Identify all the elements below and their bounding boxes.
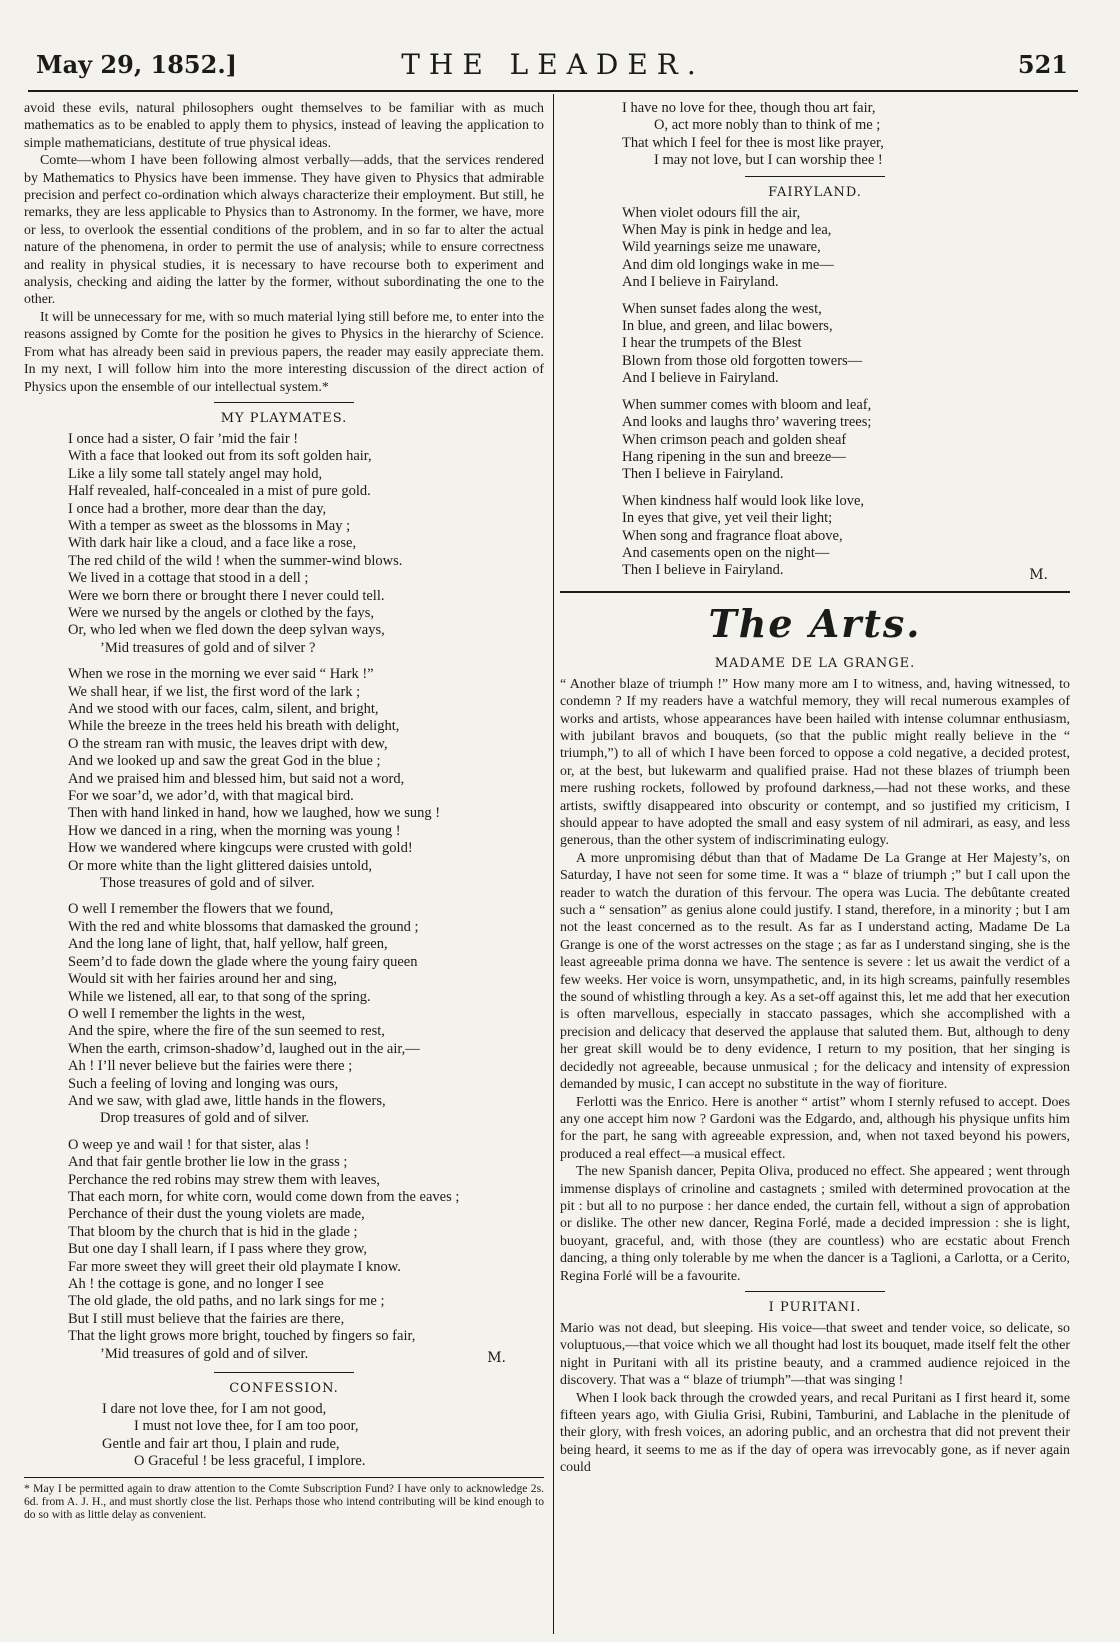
poem-line: And dim old longings wake in me— — [622, 256, 834, 273]
poem-line: We lived in a cottage that stood in a dell ; — [68, 570, 309, 587]
poem-line: And we looked up and saw the great God in the blue ; — [68, 753, 381, 770]
poem-stanza — [68, 1137, 544, 1363]
poem-line: In eyes that give, yet veil their light; — [622, 510, 833, 527]
poem-line: With the red and white blossoms that damasked the ground ; — [68, 918, 419, 935]
poem-line: That which I feel for thee is most like prayer, — [622, 134, 884, 151]
section-rule — [214, 402, 354, 403]
poem-line: When sunset fades along the west, — [622, 300, 822, 317]
paragraph: Comte—whom I have been following almost verbally—adds, that the services rendered by Mathematics to Physics have been immense. They have given to Physics that admirable precision and perfect co-ordination which always characterize their employment. But still, he remarks, they are less applicable to Physics than to Astronomy. In the former, we have, more or less, to overlook the essential conditions of the problem, and in so far to alter the actual nature of the phenomena, in order to permit the use of analysis; while to ensure correctness and reality in physical studies, it is necessary to have recourse both to experiment and analysis, checking and aiding the latter by the former, without subordinating the one to the other. — [24, 153, 544, 308]
poem-line: That each morn, for white corn, would come down from the eaves ; — [68, 1188, 460, 1205]
article-puritani — [560, 1320, 1070, 1477]
poem-line: When May is pink in hedge and lea, — [622, 222, 832, 239]
poem-stanza — [68, 666, 544, 892]
article-title-puritani: I PURITANI. — [768, 1299, 862, 1315]
poem-line: O the stream ran with music, the leaves dript with dew, — [68, 735, 388, 752]
poem-line: Were we nursed by the angels or clothed by the fays, — [68, 604, 375, 621]
poem-line: Then I believe in Fairyland. — [622, 562, 784, 579]
paragraph: It will be unnecessary for me, with so much material lying still before me, to enter into the reasons assigned by Comte for the position he gives to Physics in the hierarchy of Science. From what has already been said in previous papers, the reader may easily appreciate them. In my next, I will follow him into the more interesting discussion of the direct action of Physics upon the ensemble of our intellectual system.* — [24, 309, 544, 395]
poem-line: We shall hear, if we list, the first word of the lark ; — [68, 683, 361, 700]
poem-line: While we listened, all ear, to that song of the spring. — [68, 988, 371, 1005]
section-rule-heavy — [560, 591, 1070, 593]
poem-line: Far more sweet they will greet their old playmate I know. — [68, 1258, 401, 1275]
poem-line: How we wandered where kingcups were crusted with gold! — [68, 840, 413, 857]
poem-line: Hang ripening in the sun and breeze— — [622, 448, 846, 465]
poem-title-fairyland: FAIRYLAND. — [768, 184, 862, 200]
paragraph: A more unpromising début than that of Madame De La Grange at Her Majesty’s, on Saturday, I have not seen for some time. It was a “ blaze of triumph ;” but I call upon the reader to watch the duration of this fervour. The opera was Lucia. The debûtante created such a “ sensation” as genius alone could justify. I stand, therefore, in a minority ; but I am not the least concerned as to the result. As far as I understand acting, Madame De La Grange is one of the worst actresses on the stage ; as far as I understand singing, she is the least agreeable prima donna we have. The sentence is severe : let us await the verdict of a few weeks. Her voice is worn, unsympathetic, and, in its high screams, painfully resembles the sound of whistling through a key. As a set-off against this, let me add that her execution is often marvellous, especially in staccato passages, which she accomplished with a precision and delicacy that deserved the applause that saluted them. But, although to deny her great skill would be to deny evidence, I return to my position, that her singing is decidedly not agreeable, because unmusical ; for the delicacy and intensity of expression demanded by music, I can accept no substitute in the way of fioriture. — [560, 850, 1070, 1093]
section-rule — [214, 1372, 354, 1373]
section-rule — [745, 176, 885, 177]
poem-line: But I still must believe that the fairies are there, — [68, 1310, 345, 1327]
poem-line: Were we born there or brought there I never could tell. — [68, 587, 385, 604]
paragraph: The new Spanish dancer, Pepita Oliva, produced no effect. She appeared ; went through immense displays of crinoline and castagnets ; smiled with determined provocation at the pit : but all to no purpose : her dance ended, the curtain fell, without a sign of approbation or dislike. The other new dancer, Regina Forlé, made a decided impression : she is light, buoyant, graceful, and, with those (they are countless) who are ecstatic about French dancing, a thing only tolerable by me when the dancer is a Taglioni, a Carlotta, or a Cerito, Regina Forlé will be a favourite. — [560, 1164, 1070, 1284]
poem-line: And the spire, where the fire of the sun seemed to rest, — [68, 1023, 385, 1040]
poem-line: Seem’d to fade down the glade where the young fairy queen — [68, 953, 418, 970]
poem-line: Then with hand linked in hand, how we laughed, how we sung ! — [68, 805, 441, 822]
poem-line: Drop treasures of gold and of silver. — [100, 1110, 309, 1127]
poem-line: The red child of the wild ! when the summer-wind blows. — [68, 552, 403, 569]
poem-line: I once had a brother, more dear than the day, — [68, 500, 327, 517]
article-grange — [560, 676, 1070, 1285]
poem-line: When violet odours fill the air, — [622, 204, 801, 221]
poem-line: Those treasures of gold and of silver. — [100, 875, 315, 892]
issue-date: May 29, 1852.] — [36, 50, 238, 79]
poem-line: Ah ! the cottage is gone, and no longer I see — [68, 1276, 324, 1292]
poem-line: Would sit with her fairies around her and sing, — [68, 971, 338, 988]
poem-line: And we saw, with glad awe, little hands in the flowers, — [68, 1092, 386, 1109]
poem-signature: M. — [487, 1350, 506, 1367]
poem-confession-continued — [622, 100, 1070, 170]
poem-line: I may not love, but I can worship thee ! — [654, 152, 883, 169]
poem-stanza — [68, 901, 544, 1127]
poem-line: And the long lane of light, that, half yellow, half green, — [68, 936, 388, 953]
masthead — [28, 42, 1078, 92]
comte-article-end — [24, 100, 544, 396]
poem-line: With dark hair like a cloud, and a face like a rose, — [68, 535, 357, 552]
poem-stanza — [622, 301, 1070, 388]
poem-line: I dare not love thee, for I am not good, — [102, 1401, 327, 1418]
poem-line: When we rose in the morning we ever said “ Hark !” — [68, 666, 374, 683]
right-column — [560, 100, 1070, 1632]
poem-confession — [102, 1401, 544, 1471]
poem-line: Perchance the red robins may strew them with leaves, — [68, 1171, 381, 1188]
poem-my-playmates — [68, 431, 544, 1363]
footnote: * May I be permitted again to draw attention to the Comte Subscription Fund? I have only to acknowledge 2s. 6d. from A. J. H., and must shortly close the list. Perhaps those who intend contributing will be kind enough to do so with as little delay as convenient. — [24, 1477, 544, 1522]
paragraph: When I look back through the crowded years, and recal Puritani as I first heard it, some fifteen years ago, with Giulia Grisi, Rubini, Tamburini, and Lablache in the plenitude of their glory, with fresh voices, an adoring public, and an orchestra that did not prevent their being heard, it seems to me as if the day of opera was irrevocably gone, as if never again could — [560, 1390, 1070, 1476]
poem-line: But one day I shall learn, if I pass where they grow, — [68, 1241, 368, 1258]
poem-line: And we stood with our faces, calm, silent, and bright, — [68, 701, 379, 717]
column-divider — [553, 94, 554, 1634]
poem-line: I must not love thee, for I am too poor, — [134, 1418, 359, 1435]
page-number: 521 — [1017, 50, 1068, 79]
poem-line: And I believe in Fairyland. — [622, 370, 779, 387]
poem-line: That bloom by the church that is hid in the glade ; — [68, 1223, 358, 1240]
poem-line: I have no love for thee, though thou art fair, — [622, 100, 876, 116]
poem-line: O, act more nobly than to think of me ; — [654, 117, 881, 134]
poem-line: For we soar’d, we ador’d, with that magical bird. — [68, 788, 354, 805]
arts-section-heading: The Arts. — [708, 600, 922, 646]
poem-line: I hear the trumpets of the Blest — [622, 335, 802, 352]
poem-line: And casements open on the night— — [622, 544, 830, 561]
poem-line: Ah ! I’ll never believe but the fairies were there ; — [68, 1058, 353, 1075]
poem-line: In blue, and green, and lilac bowers, — [622, 318, 833, 335]
poem-line: Like a lily some tall stately angel may hold, — [68, 465, 323, 482]
poem-title-my-playmates: MY PLAYMATES. — [220, 410, 348, 426]
poem-line: Or more white than the light glittered daisies untold, — [68, 857, 373, 874]
poem-line: That the light grows more bright, touched by fingers so fair, — [68, 1328, 416, 1345]
poem-line: And I believe in Fairyland. — [622, 274, 779, 291]
poem-line: Then I believe in Fairyland. — [622, 466, 784, 483]
poem-line: Perchance of their dust the young violets are made, — [68, 1206, 365, 1223]
poem-line: O weep ye and wail ! for that sister, alas ! — [68, 1136, 310, 1153]
poem-line: And we praised him and blessed him, but said not a word, — [68, 770, 405, 787]
poem-line: ’Mid treasures of gold and of silver. — [100, 1345, 309, 1362]
newspaper-title: THE LEADER. — [401, 48, 705, 81]
poem-line: The old glade, the old paths, and no lark sings for me ; — [68, 1293, 385, 1310]
poem-line: While the breeze in the trees held his breath with delight, — [68, 718, 400, 735]
poem-line: With a face that looked out from its soft golden hair, — [68, 448, 372, 465]
poem-line: When crimson peach and golden sheaf — [622, 431, 847, 448]
poem-line: I once had a sister, O fair ’mid the fair ! — [68, 430, 299, 447]
paragraph: Mario was not dead, but sleeping. His voice—that sweet and tender voice, so delicate, so voluptuous,—that voice which we all thought had lost its bouquet, made itself felt the other night in Puritani with all its pristine beauty, and a crammed audience rejoiced in the discovery. That was a “ blaze of triumph”—that was singing ! — [560, 1320, 1070, 1389]
paragraph: “ Another blaze of triumph !” How many more am I to witness, and, having witnessed, to condemn ? If my readers have a watchful memory, they will recal numerous examples of works and artists, whose appearances have been hailed with intense columnar enthusiasm, with jubilant bravos and bouquets, (so that the public might really believe in the “ triumph,”) to all of which I have been forced to oppose a cold negative, a decided protest, or, at the best, but lukewarm and qualified praise. Had not these blazes of triumph been mere rushing rockets, followed by profound darkness,—had not these works, and these artists, swiftly disappeared into obscurity or contempt, and so justified my criticism, I should appear to have adopted the small and easy system of nil admirari, as easy, and less generous, than the other system of indiscriminating eulogy. — [560, 676, 1070, 849]
poem-line: When song and fragrance float above, — [622, 527, 843, 544]
poem-line: With a temper as sweet as the blossoms in May ; — [68, 517, 351, 534]
poem-title-confession: CONFESSION. — [229, 1381, 339, 1397]
poem-fairyland — [622, 205, 1070, 580]
poem-line: ’Mid treasures of gold and of silver ? — [100, 639, 316, 656]
poem-line: Half revealed, half-concealed in a mist of pure gold. — [68, 483, 371, 500]
poem-line: Blown from those old forgotten towers— — [622, 352, 863, 369]
poem-line: Wild yearnings seize me unaware, — [622, 239, 821, 256]
poem-stanza — [68, 431, 544, 657]
poem-line: When summer comes with bloom and leaf, — [622, 396, 872, 413]
left-column — [24, 100, 544, 1632]
poem-signature: M. — [1029, 566, 1048, 583]
poem-line: And that fair gentle brother lie low in the grass ; — [68, 1154, 348, 1171]
poem-stanza — [622, 205, 1070, 292]
poem-line: Or, who led when we fled down the deep sylvan ways, — [68, 622, 385, 639]
poem-line: How we danced in a ring, when the morning was young ! — [68, 822, 401, 839]
article-title-grange: MADAME DE LA GRANGE. — [714, 655, 916, 671]
poem-line: O Graceful ! be less graceful, I implore. — [134, 1453, 366, 1470]
poem-line: When the earth, crimson-shadow’d, laughed out in the air,— — [68, 1040, 420, 1057]
poem-line: When kindness half would look like love, — [622, 492, 865, 509]
poem-line: O well I remember the flowers that we found, — [68, 901, 334, 918]
poem-line: Gentle and fair art thou, I plain and rude, — [102, 1435, 340, 1452]
poem-line: O well I remember the lights in the west, — [68, 1005, 306, 1022]
section-rule — [745, 1291, 885, 1292]
poem-line: And looks and laughs thro’ wavering trees; — [622, 414, 872, 431]
paragraph: Ferlotti was the Enrico. Here is another “ artist” whom I sternly refused to accept. Does any one accept him now ? Gardoni was the Edgardo, and, although his physique unfits him for the part, he sang with agreeable expression, and, when not taxed beyond his powers, produced a real effect—a musical effect. — [560, 1094, 1070, 1162]
poem-line: Such a feeling of loving and longing was ours, — [68, 1075, 339, 1092]
poem-stanza — [622, 397, 1070, 484]
paragraph: avoid these evils, natural philosophers ought themselves to be familiar with as much mathematics as to be enabled to apply them to physics, instead of leaving the application to simple mathematicians, destitute of true physical ideas. — [24, 101, 544, 151]
